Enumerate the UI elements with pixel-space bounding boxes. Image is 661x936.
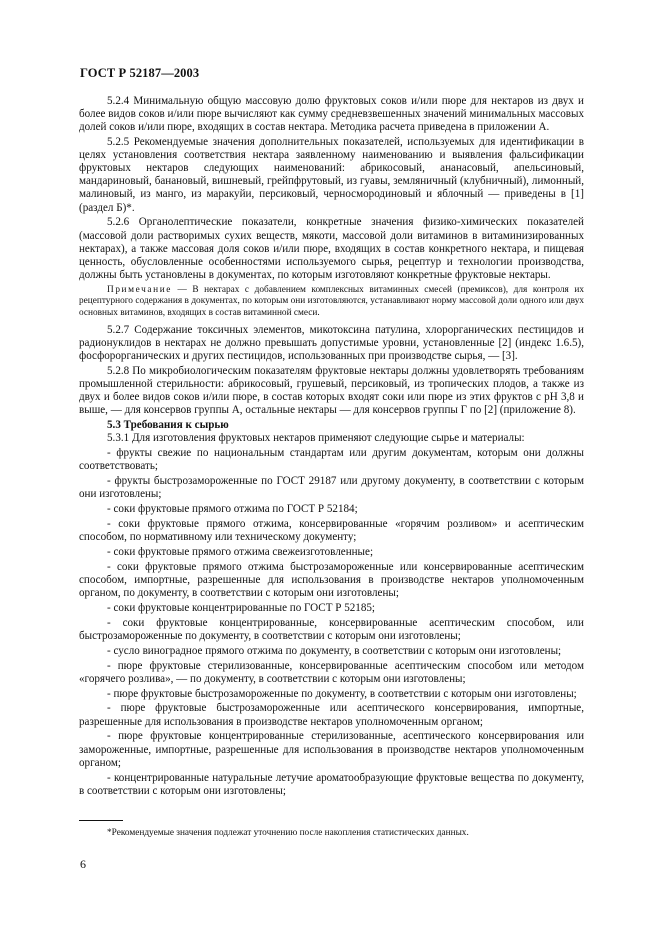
list-item: - пюре фруктовые быстрозамороженные или асептического консервирования, импортные, разрешенные для использования в производстве нектаров уполномоченным органом; [79,702,584,728]
list-item: - соки фруктовые прямого отжима по ГОСТ Р 52184; [107,503,358,515]
paragraph-5-2-8: 5.2.8 По микробиологическим показателям фруктовые нектары должны удовлетворять требованиям промышленной стерильности: абрикосовый, грушевый, персиковый, из тропических плодов, а также из двух и более видов соков и/или пюре, в состав которых входят соки или пюре из этих фруктов с pH 3,8 и выше, — для консервов группы А, остальные нектары — для консервов группы Г по [2] (приложение 8). [79,364,584,417]
paragraph-5-2-5: 5.2.5 Рекомендуемые значения дополнительных показателей, используемых для идентификации в целях установления соответствия нектара заявленному наименованию и выявления фальсификации фруктовых нектаров следующих наименований: абрикосовый, ананасовый, апельсиновый, мандариновый, банановый, вишневый, грейпфрутовый, из гуавы, земляничный (клубничный), лимонный, малиновый, из манго, из маракуйи, персиковый, черносмородиновый и яблочный — приведены в [1] (раздел Б)*. [79,136,584,214]
document-body [79,95,584,800]
list-item: - пюре фруктовые концентрированные стерилизованные, асептического консервирования или замороженные, импортные, разрешенные для использования в производстве нектаров уполномоченным органом; [79,730,584,769]
note-label: Примечание [107,284,172,295]
list-item: - фрукты свежие по национальным стандартам или другим документам, которым они должны соответствовать; [79,447,584,473]
list-item: - сусло виноградное прямого отжима по документу, в соответствии с которым они изготовлены; [107,644,562,657]
list-item: - соки фруктовые прямого отжима, консервированные «горячим розливом» и асептическим способом, по нормативному или техническому документу; [79,517,584,543]
paragraph-5-2-4: 5.2.4 Минимальную общую массовую долю фруктовых соков и/или пюре для нектаров из двух и более видов соков и/или пюре вычисляют как сумму средневзвешенных значений минимальных массовых долей соков и/или пюре, входящих в состав нектара. Методика расчета приведена в приложении А. [79,95,584,134]
footnote-divider [79,820,123,821]
list-item: - соки фруктовые концентрированные по ГОСТ Р 52185; [107,601,376,614]
list-item: - пюре фруктовые быстрозамороженные по документу, в соответствии с которым они изготовлены; [107,687,577,700]
document-header: ГОСТ Р 52187—2003 [80,66,200,80]
list-item: - фрукты быстрозамороженные по ГОСТ 29187 или другому документу, в соответствии с которым они изготовлены; [79,475,584,501]
list-item: - соки фруктовые концентрированные, консервированные асептическим способом, или быстрозамороженные по документу, в соответствии с которым они изготовлены; [79,616,584,642]
paragraph-5-3-1: 5.3.1 Для изготовления фруктовых нектаров применяют следующие сырье и материалы: [107,432,525,445]
list-item: - концентрированные натуральные летучие ароматообразующие фруктовые вещества по документу, в соответствии с которым они изготовлены; [79,771,584,797]
section-title: 5.3 Требования к сырью [107,419,229,432]
paragraph-5-2-6: 5.2.6 Органолептические показатели, конкретные значения физико-химических показателей (массовой доли растворимых сухих веществ, мякоти, массовой доли витаминов в витаминизированных нектарах), а также массовая доля соков и/или пюре, входящих в состав конкретного нектара, и пищевая ценность, обусловленные особенностями используемого сырья, рецептур и технологии производства, должны быть установлены в документах, по которым изготовляют конкретные фруктовые нектары. [79,216,584,281]
note [79,285,584,319]
list-item: - соки фруктовые прямого отжима быстрозамороженные или консервированные асептическим способом, импортные, разрешенные для использования в производстве нектаров уполномоченным органом, по документу, в соответствии с которым они изготовлены; [79,560,584,599]
paragraph-5-2-7: 5.2.7 Содержание токсичных элементов, микотоксина патулина, хлорорганических пестицидов и радионуклидов в нектарах не должно превышать допустимые уровни, установленные [2] (индекс 1.6.5), фосфорорганических и других пестицидов, использованных при производстве сырья, — [3]. [79,323,584,362]
footnote: *Рекомендуемые значения подлежат уточнению после накопления статистических данных. [107,828,469,838]
list-item: - соки фруктовые прямого отжима свежеизготовленные; [107,545,374,558]
page-number: 6 [80,857,86,871]
note-text: — В нектарах с добавлением комплексных витаминных смесей (премиксов), для контроля их рецептурного содержания в документах, по которым они изготовляются, устанавливают норму массовой доли одного или двух основных витаминов, входящих в состав витаминной смеси. [79,284,584,318]
list-item: - пюре фруктовые стерилизованные, консервированные асептическим способом или методом «горячего розлива», — по документу, в соответствии с которым они изготовлены; [79,659,584,685]
